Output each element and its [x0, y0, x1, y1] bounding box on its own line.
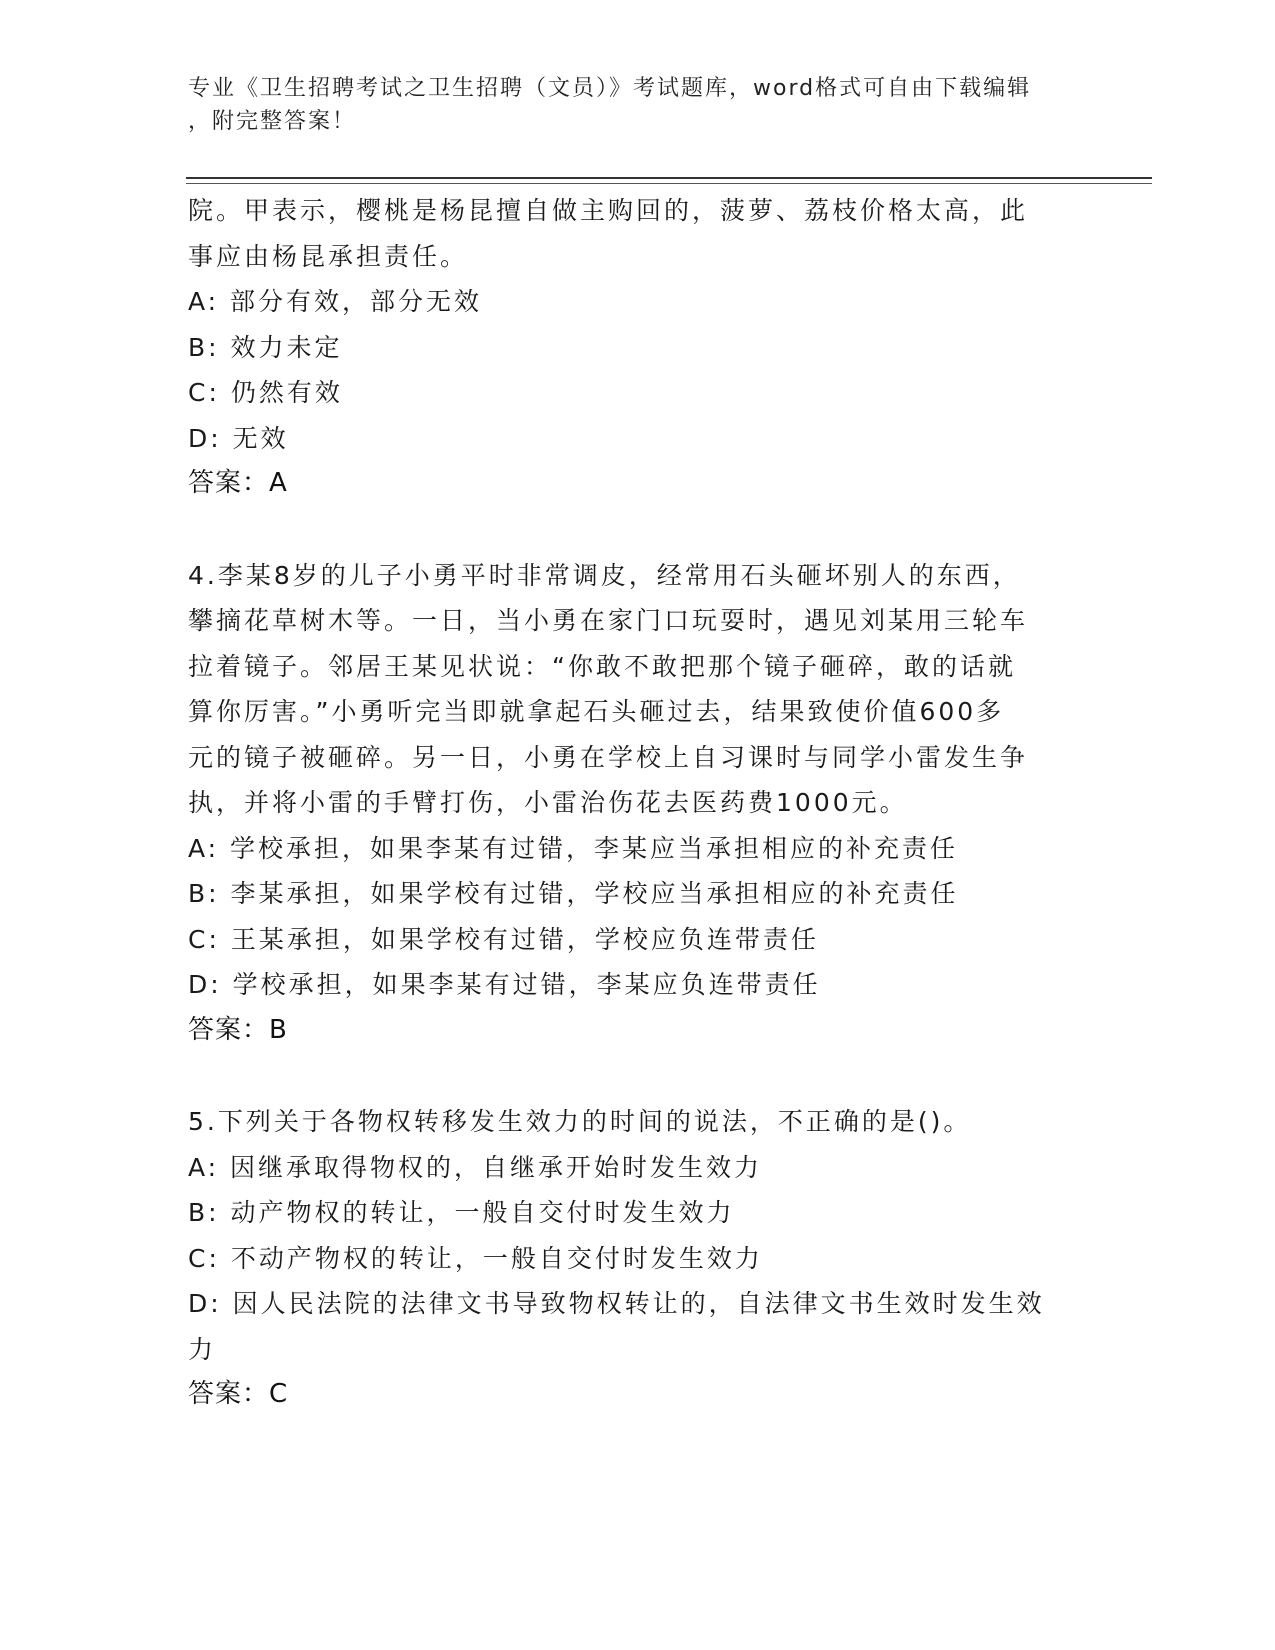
- question-4-stem-line: 执，并将小雷的手臂打伤，小雷治伤花去医药费1000元。: [188, 788, 908, 817]
- question-4-option-b: B: 李某承担，如果学校有过错，学校应当承担相应的补充责任: [188, 879, 959, 908]
- question-5-option-c: C: 不动产物权的转让，一般自交付时发生效力: [188, 1243, 763, 1273]
- question-5: [188, 1099, 1068, 1418]
- document-body: [188, 188, 1068, 1418]
- question-3-option-c: C: 仍然有效: [188, 378, 343, 407]
- question-3-answer: 答案：A: [188, 468, 288, 498]
- question-5-option-d: D: 因人民法院的法律文书导致物权转让的，自法律文书生效时发生效: [188, 1289, 1045, 1318]
- header-rule-thin: [186, 183, 1152, 184]
- question-4-stem-line: 攀摘花草树木等。一日，当小勇在家门口玩耍时，遇见刘某用三轮车: [188, 606, 1029, 635]
- question-5-option-b: B: 动产物权的转让，一般自交付时发生效力: [188, 1198, 735, 1227]
- question-4-answer: 答案：B: [188, 1014, 288, 1045]
- question-3-option-a: A: 部分有效，部分无效: [188, 287, 483, 316]
- question-3-option-d: D: 无效: [188, 423, 289, 453]
- question-4-option-a: A: 学校承担，如果李某有过错，李某应当承担相应的补充责任: [188, 833, 959, 863]
- header-rule: [186, 177, 1152, 179]
- question-5-stem-line: 5.下列关于各物权转移发生效力的时间的说法，不正确的是()。: [188, 1107, 972, 1136]
- question-4: [188, 553, 1068, 1054]
- header-line-1: 专业《卫生招聘考试之卫生招聘（文员）》考试题库，word格式可自由下载编辑: [188, 76, 1032, 101]
- question-5-option-d-continued: 力: [188, 1334, 217, 1364]
- spacer: [188, 507, 1068, 553]
- question-4-stem-line: 元的镜子被砸碎。另一日，小勇在学校上自习课时与同学小雷发生争: [188, 742, 1029, 772]
- question-5-option-a: A: 因继承取得物权的，自继承开始时发生效力: [188, 1152, 763, 1182]
- question-4-stem-line: 4.李某8岁的儿子小勇平时非常调皮，经常用石头砸坏别人的东西，: [188, 560, 1021, 590]
- question-3-stem-line: 事应由杨昆承担责任。: [188, 241, 469, 271]
- page-header: [188, 72, 1068, 138]
- question-4-option-c: C: 王某承担，如果学校有过错，学校应负连带责任: [188, 924, 819, 954]
- question-3-stem-line: 院。甲表示，樱桃是杨昆擅自做主购回的，菠萝、荔枝价格太高，此: [188, 196, 1029, 225]
- question-5-answer: 答案：C: [188, 1379, 289, 1409]
- question-4-option-d: D: 学校承担，如果李某有过错，李某应负连带责任: [188, 970, 821, 999]
- question-3-option-b: B: 效力未定: [188, 332, 343, 362]
- header-line-2: ，附完整答案！: [188, 109, 357, 134]
- question-3: [188, 188, 1068, 507]
- question-4-stem-line: 拉着镜子。邻居王某见状说：“你敢不敢把那个镜子砸碎，敢的话就: [188, 651, 1016, 681]
- question-4-stem-line: 算你厉害。”小勇听完当即就拿起石头砸过去，结果致使价值600多: [188, 697, 1005, 726]
- spacer: [188, 1053, 1068, 1099]
